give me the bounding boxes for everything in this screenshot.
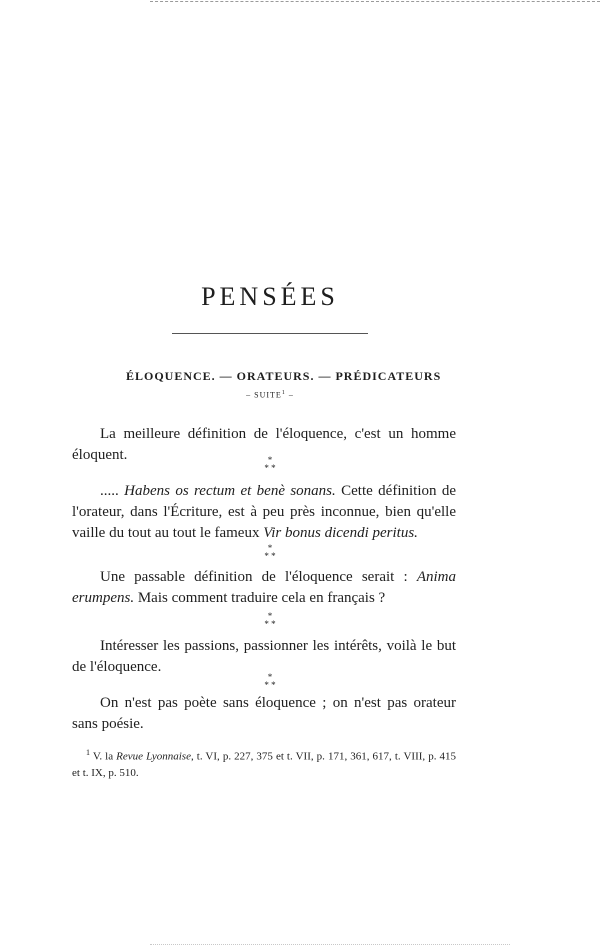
paragraph-text-italic-run: Habens os rectum et benè sonans.: [124, 483, 336, 499]
asterism-4: [0, 673, 540, 689]
footnote: [72, 745, 456, 781]
footnote-marker: 1: [86, 748, 90, 757]
footnote-text-italic-run: Revue Lyonnaise: [116, 750, 191, 763]
asterism-line: * *: [264, 619, 276, 629]
continuation-note-end: –: [285, 390, 294, 400]
asterism-2: [0, 544, 540, 560]
paragraph-text-italic-run: Vir bonus dicendi peritus.: [263, 525, 418, 541]
bottom-edge-rule: [150, 944, 510, 945]
asterism-1: [0, 456, 540, 472]
paragraph-text-run: La meilleure définition de l'éloquence, c'est un homme éloquent.: [72, 426, 456, 463]
footnote-text-run: , t. VI, p. 227, 375 et t. VII, p. 171, 361, 617, t. VIII, p. 415 et t. IX, p. 510.: [72, 750, 457, 779]
paragraph-text-run: Une passable définition de l'éloquence serait :: [100, 569, 417, 585]
asterism-3: [0, 612, 540, 628]
top-edge-rule: [150, 1, 600, 2]
page-title: PENSÉES: [201, 282, 339, 311]
asterism-line: * *: [264, 551, 276, 561]
paragraph-text-run: On n'est pas poète sans éloquence ; on n'est pas orateur sans poésie.: [72, 695, 456, 732]
asterism-line: *: [267, 543, 273, 553]
paragraph-text-italic-run: Anima erumpens.: [72, 569, 456, 606]
paragraph-2: [72, 481, 456, 544]
asterism-line: *: [267, 455, 273, 465]
continuation-note-marker: 1: [281, 390, 286, 396]
section-heading: ÉLOQUENCE. — ORATEURS. — PRÉDICATEURS: [126, 369, 442, 383]
asterism-line: *: [267, 611, 273, 621]
paragraph-4: [72, 636, 456, 678]
paragraph-text-run: Mais comment traduire cela en français ?: [134, 590, 386, 606]
paragraph-text-run: Intéresser les passions, passionner les intérêts, voilà le but de l'éloquence.: [72, 638, 456, 675]
asterism-line: * *: [264, 680, 276, 690]
paragraph-text-run: .....: [100, 483, 125, 499]
paragraph-text-run: Cette définition de l'orateur, dans l'Écriture, est à peu près inconnue, bien qu'elle vaille du tout au tout le fameux: [72, 483, 457, 541]
paragraph-5: [72, 693, 456, 735]
continuation-note-text: – SUITE: [246, 390, 282, 400]
title-rule: [172, 333, 368, 334]
asterism-line: *: [267, 672, 273, 682]
footnote-text-run: V. la: [90, 750, 117, 763]
paragraph-3: [72, 567, 456, 609]
continuation-note: [0, 390, 540, 400]
asterism-line: * *: [264, 463, 276, 473]
